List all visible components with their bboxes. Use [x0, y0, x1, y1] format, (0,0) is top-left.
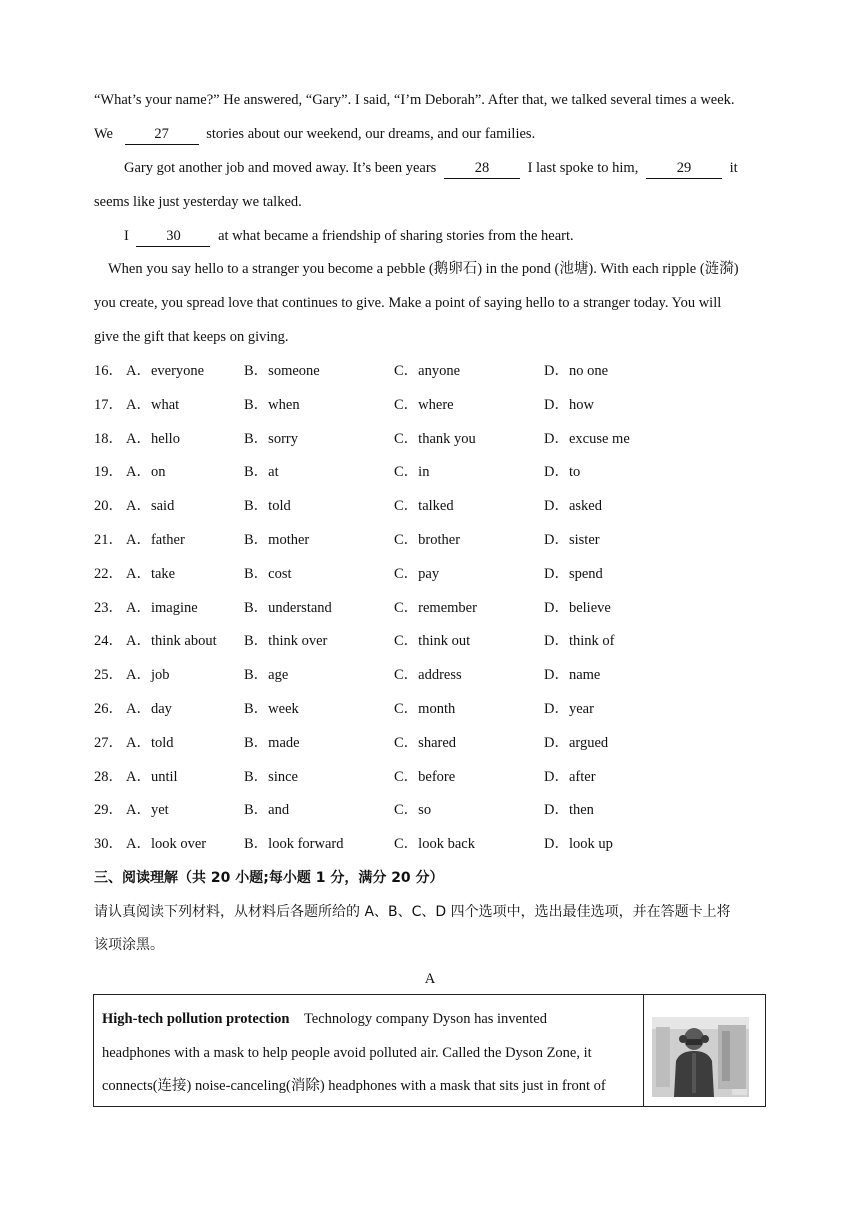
option-b[interactable]: B．and	[244, 802, 290, 818]
question-number: 18．	[94, 431, 123, 447]
option-d[interactable]: D．no one	[544, 363, 609, 379]
article-heading: High-tech pollution protection	[102, 1011, 290, 1027]
option-a[interactable]: A．until	[126, 769, 178, 785]
option-a[interactable]: A．on	[126, 464, 166, 480]
blank-27: 27	[125, 124, 199, 145]
question-20	[94, 496, 770, 516]
option-b[interactable]: B．when	[244, 397, 300, 413]
question-number: 26．	[94, 701, 123, 717]
section-title: 三、阅读理解（共 20 小题;每小题 1 分，满分 20 分）	[94, 870, 444, 886]
option-d[interactable]: D．name	[544, 667, 601, 683]
question-number: 30．	[94, 836, 123, 852]
question-number: 16．	[94, 363, 123, 379]
table-line-2: headphones with a mask to help people avoid polluted air. Called the Dyson Zone, it	[102, 1044, 592, 1061]
option-d[interactable]: D．think of	[544, 633, 615, 649]
question-17	[94, 395, 770, 415]
option-c[interactable]: C．before	[394, 769, 456, 785]
question-number: 21．	[94, 532, 123, 548]
question-27	[94, 733, 770, 753]
passage-text: “What’s your name?” He answered, “Gary”. I said, “I’m Deborah”. After that, we talked several times a week.	[94, 92, 735, 108]
dyson-zone-photo	[652, 1017, 749, 1097]
option-b[interactable]: B．cost	[244, 566, 292, 582]
option-c[interactable]: C．remember	[394, 600, 477, 616]
option-d[interactable]: D．spend	[544, 566, 603, 582]
option-c[interactable]: C．so	[394, 802, 432, 818]
option-c[interactable]: C．talked	[394, 498, 454, 514]
passage-line-7	[94, 293, 770, 313]
option-b[interactable]: B．week	[244, 701, 299, 717]
option-a[interactable]: A．think about	[126, 633, 217, 649]
blank-29: 29	[646, 158, 722, 179]
passage-line-2	[94, 124, 770, 145]
question-19	[94, 462, 770, 482]
option-b[interactable]: B．since	[244, 769, 298, 785]
passage-text: I last spoke to him,	[527, 160, 639, 176]
question-16	[94, 361, 770, 381]
question-23	[94, 598, 770, 618]
option-a[interactable]: A．father	[126, 532, 185, 548]
passage-text: give the gift that keeps on giving.	[94, 329, 289, 345]
option-b[interactable]: B．mother	[244, 532, 310, 548]
option-a[interactable]: A．what	[126, 397, 180, 413]
option-a[interactable]: A．everyone	[126, 363, 205, 379]
option-b[interactable]: B．age	[244, 667, 289, 683]
option-b[interactable]: B．at	[244, 464, 279, 480]
question-22	[94, 564, 770, 584]
option-c[interactable]: C．pay	[394, 566, 440, 582]
section-instructions: 请认真阅读下列材料，从材料后各题所给的 A、B、C、D 四个选项中，选出最佳选项，并在答题卡上将	[94, 904, 731, 920]
option-b[interactable]: B．sorry	[244, 431, 298, 447]
table-divider	[643, 995, 644, 1106]
option-a[interactable]: A．said	[126, 498, 175, 514]
option-a[interactable]: A．day	[126, 701, 172, 717]
option-a[interactable]: A．told	[126, 735, 174, 751]
passage-text: Gary got another job and moved away. It’s been years	[124, 160, 437, 176]
question-number: 27．	[94, 735, 123, 751]
option-b[interactable]: B．told	[244, 498, 291, 514]
option-b[interactable]: B．someone	[244, 363, 320, 379]
question-28	[94, 767, 770, 787]
option-b[interactable]: B．look forward	[244, 836, 344, 852]
table-text-cell	[102, 1003, 638, 1104]
option-d[interactable]: D．to	[544, 464, 581, 480]
table-line-3: connects(连接) noise-canceling(消除) headphones with a mask that sits just in front of	[102, 1078, 606, 1094]
option-a[interactable]: A．look over	[126, 836, 207, 852]
passage-text: stories about our weekend, our dreams, and our families.	[206, 126, 536, 142]
option-c[interactable]: C．in	[394, 464, 430, 480]
option-d[interactable]: D．excuse me	[544, 431, 630, 447]
question-26	[94, 699, 770, 719]
option-b[interactable]: B．made	[244, 735, 300, 751]
question-number: 19．	[94, 464, 123, 480]
option-c[interactable]: C．think out	[394, 633, 471, 649]
blank-28: 28	[444, 158, 520, 179]
option-d[interactable]: D．asked	[544, 498, 602, 514]
option-c[interactable]: C．brother	[394, 532, 461, 548]
option-a[interactable]: A．job	[126, 667, 170, 683]
question-number: 25．	[94, 667, 123, 683]
passage-text: When you say hello to a stranger you become a pebble (鹅卵石) in the pond (池塘). With each ripple (涟漪)	[108, 261, 739, 277]
question-30	[94, 834, 770, 854]
question-18	[94, 429, 770, 449]
option-d[interactable]: D．sister	[544, 532, 600, 548]
option-d[interactable]: D．year	[544, 701, 594, 717]
question-21	[94, 530, 770, 550]
option-a[interactable]: A．imagine	[126, 600, 198, 616]
passage-line-8	[94, 327, 770, 347]
passage-text: at what became a friendship of sharing stories from the heart.	[218, 228, 574, 244]
table-line-1	[102, 1003, 638, 1037]
option-c[interactable]: C．look back	[394, 836, 475, 852]
table-text: Technology company Dyson has invented	[303, 1011, 547, 1027]
passage-line-3	[94, 158, 800, 179]
option-a[interactable]: A．hello	[126, 431, 180, 447]
option-d[interactable]: D．then	[544, 802, 594, 818]
option-d[interactable]: D．believe	[544, 600, 611, 616]
option-b[interactable]: B．think over	[244, 633, 328, 649]
question-number: 22．	[94, 566, 123, 582]
option-a[interactable]: A．yet	[126, 802, 169, 818]
part-label: A	[424, 971, 436, 987]
option-c[interactable]: C．shared	[394, 735, 457, 751]
question-29	[94, 800, 770, 820]
passage-text: seems like just yesterday we talked.	[94, 194, 302, 210]
option-d[interactable]: D．look up	[544, 836, 613, 852]
question-number: 29．	[94, 802, 123, 818]
passage-text: you create, you spread love that continues to give. Make a point of saying hello to a stranger today. You will	[94, 295, 722, 311]
reading-table	[93, 994, 766, 1107]
passage-line-5	[94, 226, 800, 247]
question-25	[94, 665, 770, 685]
question-number: 17．	[94, 397, 123, 413]
passage-line-1	[94, 90, 770, 110]
question-number: 20．	[94, 498, 123, 514]
option-d[interactable]: D．how	[544, 397, 594, 413]
blank-30: 30	[136, 226, 210, 247]
question-number: 23．	[94, 600, 123, 616]
passage-line-4	[94, 192, 770, 212]
option-b[interactable]: B．understand	[244, 600, 332, 616]
question-number: 28．	[94, 769, 123, 785]
question-number: 24．	[94, 633, 123, 649]
photo-illustration	[652, 1017, 749, 1097]
option-c[interactable]: C．where	[394, 397, 454, 413]
option-d[interactable]: D．argued	[544, 735, 609, 751]
option-a[interactable]: A．take	[126, 566, 176, 582]
passage-text: I	[124, 228, 129, 244]
passage-text: it	[729, 160, 738, 176]
passage-text: We	[94, 126, 113, 142]
option-c[interactable]: C．address	[394, 667, 462, 683]
passage-line-6	[94, 259, 784, 279]
section-instructions-cont: 该项涂黑。	[94, 937, 164, 953]
option-c[interactable]: C．month	[394, 701, 456, 717]
option-c[interactable]: C．thank you	[394, 431, 476, 447]
question-24	[94, 631, 770, 651]
option-d[interactable]: D．after	[544, 769, 596, 785]
option-c[interactable]: C．anyone	[394, 363, 461, 379]
